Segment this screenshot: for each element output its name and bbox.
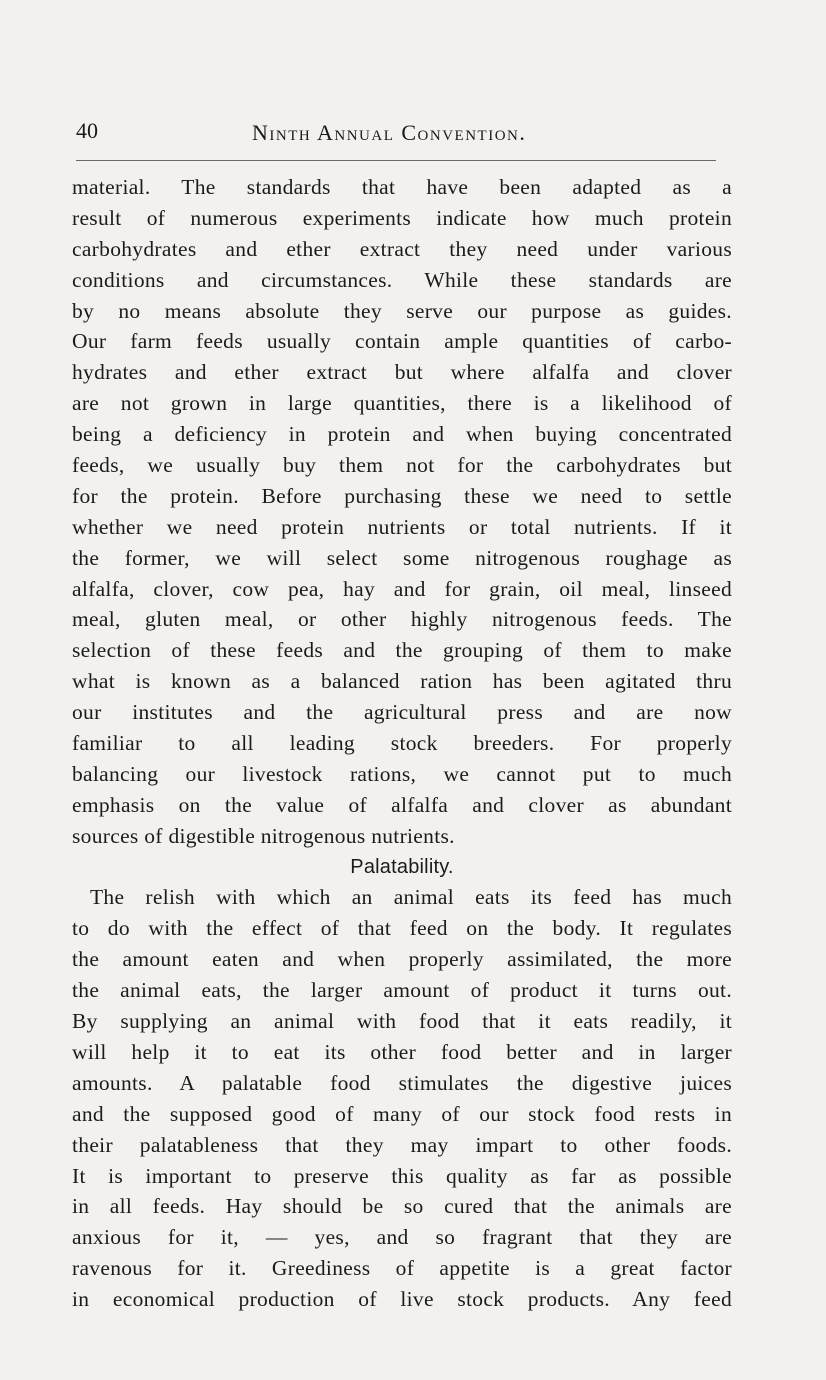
text-line: what is known as a balanced ration has been agitated thru	[72, 669, 732, 694]
text-line: hydrates and ether extract but where alfalfa and clover	[72, 360, 732, 385]
text-line: and the supposed good of many of our stock food rests in	[72, 1101, 732, 1126]
text-line: amounts. A palatable food stimulates the digestive juices	[72, 1070, 732, 1095]
text-line: By supplying an animal with food that it eats readily, it	[72, 1009, 732, 1034]
text-line: will help it to eat its other food better and in larger	[72, 1039, 732, 1064]
text-line: the former, we will select some nitrogenous roughage as	[72, 545, 732, 570]
text-line: The relish with which an animal eats its feed has much	[90, 885, 732, 910]
text-line: carbohydrates and ether extract they need under various	[72, 236, 732, 261]
text-line: by no means absolute they serve our purpose as guides.	[72, 298, 732, 323]
text-line: to do with the effect of that feed on the body. It regulates	[72, 916, 732, 941]
text-line: result of numerous experiments indicate how much protein	[72, 205, 732, 230]
header-rule	[76, 160, 716, 161]
text-line: anxious for it, — yes, and so fragrant that they are	[72, 1225, 732, 1250]
text-line: meal, gluten meal, or other highly nitrogenous feeds. The	[72, 607, 732, 632]
text-line: feeds, we usually buy them not for the carbohydrates but	[72, 453, 732, 478]
text-line: the animal eats, the larger amount of product it turns out.	[72, 978, 732, 1003]
text-line: in all feeds. Hay should be so cured that the animals are	[72, 1194, 732, 1219]
text-line: their palatableness that they may impart to other foods.	[72, 1132, 732, 1157]
text-line: alfalfa, clover, cow pea, hay and for grain, oil meal, linseed	[72, 576, 732, 601]
body-text	[72, 172, 732, 1315]
text-line: the amount eaten and when properly assimilated, the more	[72, 947, 732, 972]
text-line: ravenous for it. Greediness of appetite is a great factor	[72, 1256, 732, 1281]
text-line: our institutes and the agricultural press and are now	[72, 700, 732, 725]
text-line: familiar to all leading stock breeders. For properly	[72, 731, 732, 756]
text-line: for the protein. Before purchasing these we need to settle	[72, 483, 732, 508]
text-line: material. The standards that have been adapted as a	[72, 175, 732, 199]
text-line: selection of these feeds and the grouping of them to make	[72, 638, 732, 663]
text-line: whether we need protein nutrients or total nutrients. If it	[72, 514, 732, 539]
text-line: in economical production of live stock products. Any feed	[72, 1287, 732, 1312]
text-line: It is important to preserve this quality as far as possible	[72, 1163, 732, 1188]
text-line: being a deficiency in protein and when buying concentrated	[72, 422, 732, 447]
running-head: Ninth Annual Convention.	[252, 120, 527, 145]
page-number: 40	[76, 118, 98, 143]
text-line: sources of digestible nitrogenous nutrients.	[72, 823, 455, 848]
text-line: Our farm feeds usually contain ample quantities of carbo-	[72, 329, 732, 354]
text-line: emphasis on the value of alfalfa and clover as abundant	[72, 792, 732, 817]
text-line: conditions and circumstances. While these standards are	[72, 267, 732, 292]
page-header	[76, 114, 736, 150]
text-line: balancing our livestock rations, we cannot put to much	[72, 761, 732, 786]
section-heading: Palatability.	[350, 855, 454, 878]
text-line: are not grown in large quantities, there is a likelihood of	[72, 391, 732, 416]
